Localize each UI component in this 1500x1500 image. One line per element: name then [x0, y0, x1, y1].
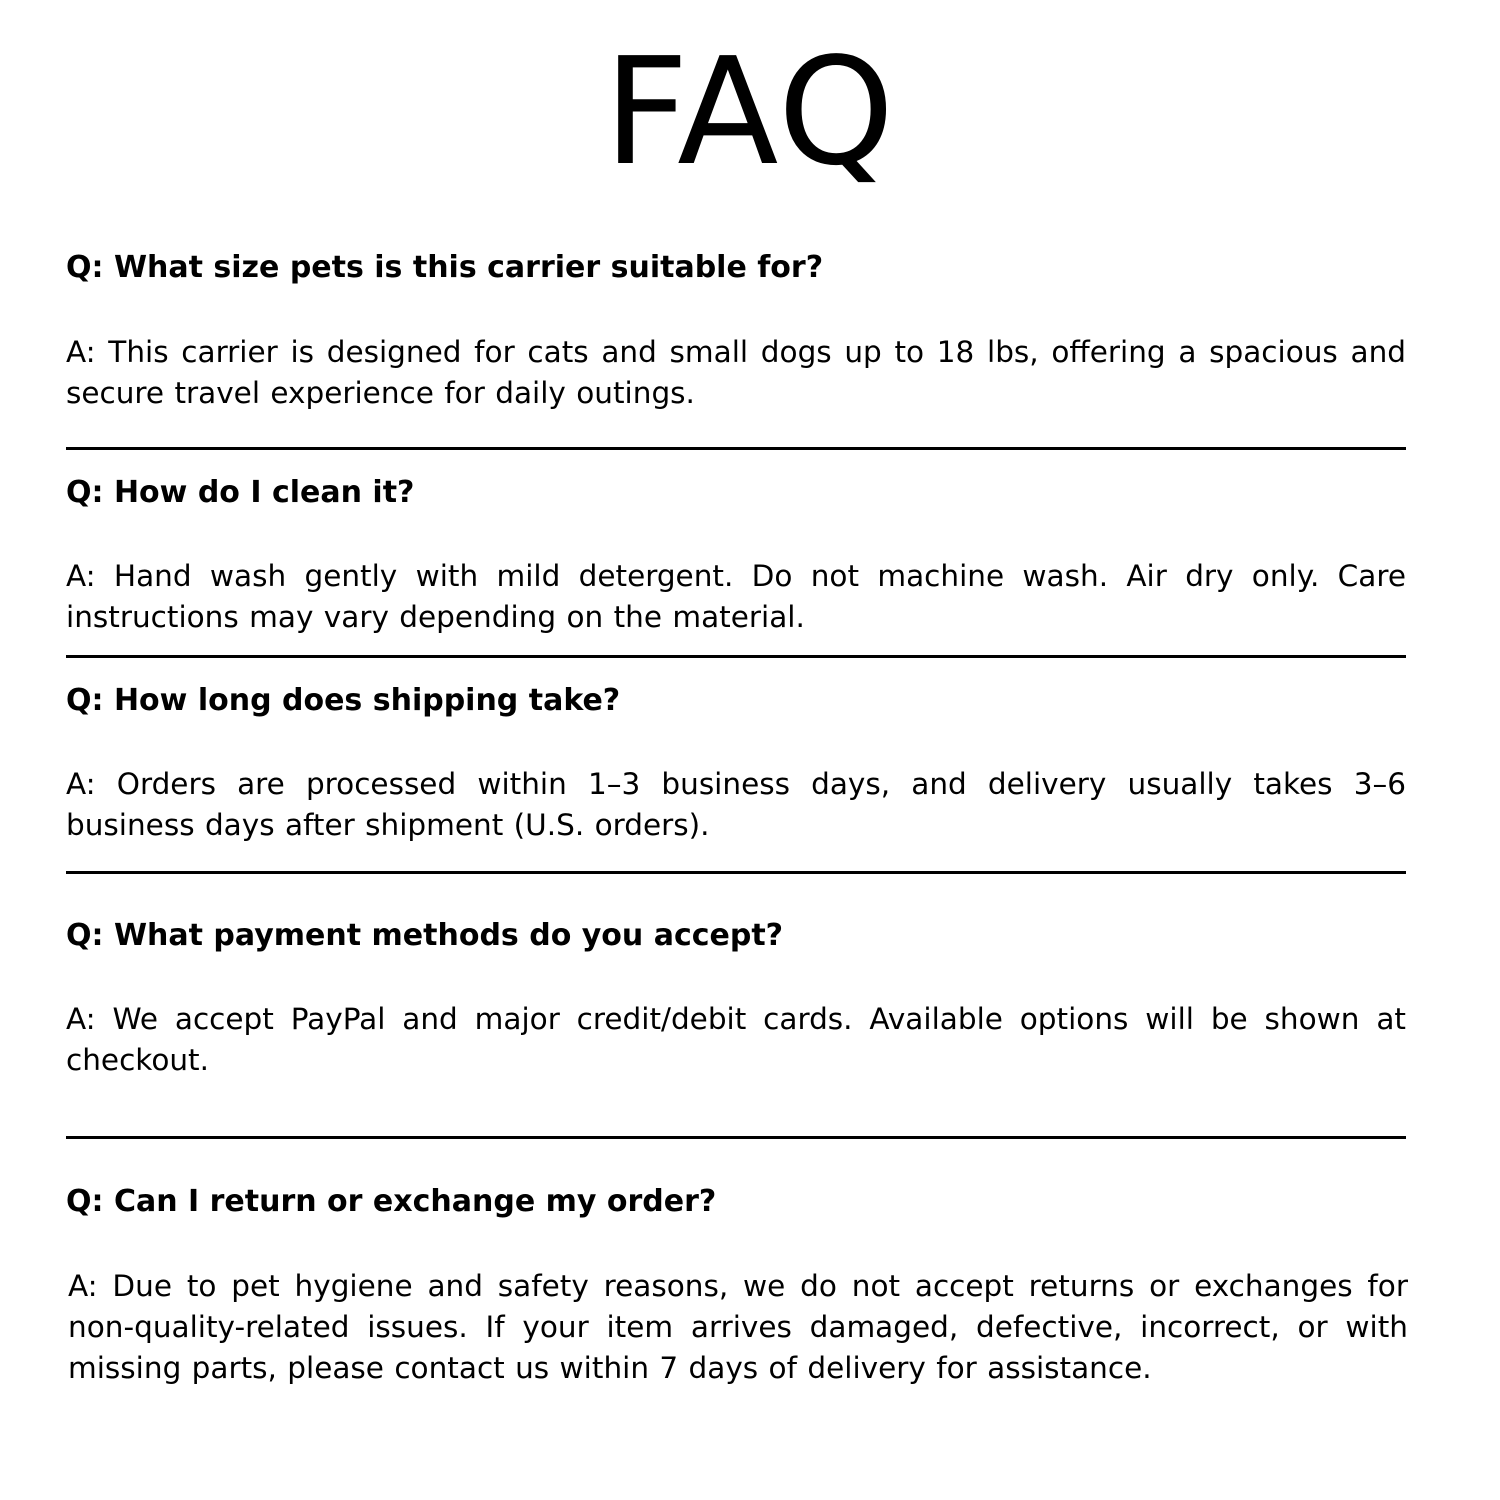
- faq-question-2: Q: How do I clean it?: [66, 475, 415, 510]
- faq-divider-4: [66, 1136, 1406, 1139]
- faq-divider-2: [66, 655, 1406, 658]
- page-title: FAQ: [603, 26, 897, 198]
- faq-divider-3: [66, 871, 1406, 874]
- faq-answer-1: A: This carrier is designed for cats and small dogs up to 18 lbs, offering a spacious and secure travel experience for daily outings.: [66, 335, 1406, 410]
- faq-question-1: Q: What size pets is this carrier suitable for?: [66, 250, 824, 285]
- faq-answer-2: A: Hand wash gently with mild detergent. Do not machine wash. Air dry only. Care instructions may vary depending on the material.: [66, 559, 1406, 634]
- faq-answer-5: A: Due to pet hygiene and safety reasons, we do not accept returns or exchanges for non-quality-related issues. If your item arrives damaged, defective, incorrect, or with missing parts, please contact us within 7 days of delivery for assistance.: [68, 1269, 1408, 1385]
- faq-answer-3: A: Orders are processed within 1–3 business days, and delivery usually takes 3–6 business days after shipment (U.S. orders).: [66, 767, 1406, 842]
- faq-question-4: Q: What payment methods do you accept?: [66, 918, 784, 953]
- faq-divider-1: [66, 447, 1406, 450]
- faq-answer-4: A: We accept PayPal and major credit/debit cards. Available options will be shown at checkout.: [66, 1002, 1406, 1077]
- faq-question-3: Q: How long does shipping take?: [66, 683, 621, 718]
- faq-question-5: Q: Can I return or exchange my order?: [66, 1184, 717, 1219]
